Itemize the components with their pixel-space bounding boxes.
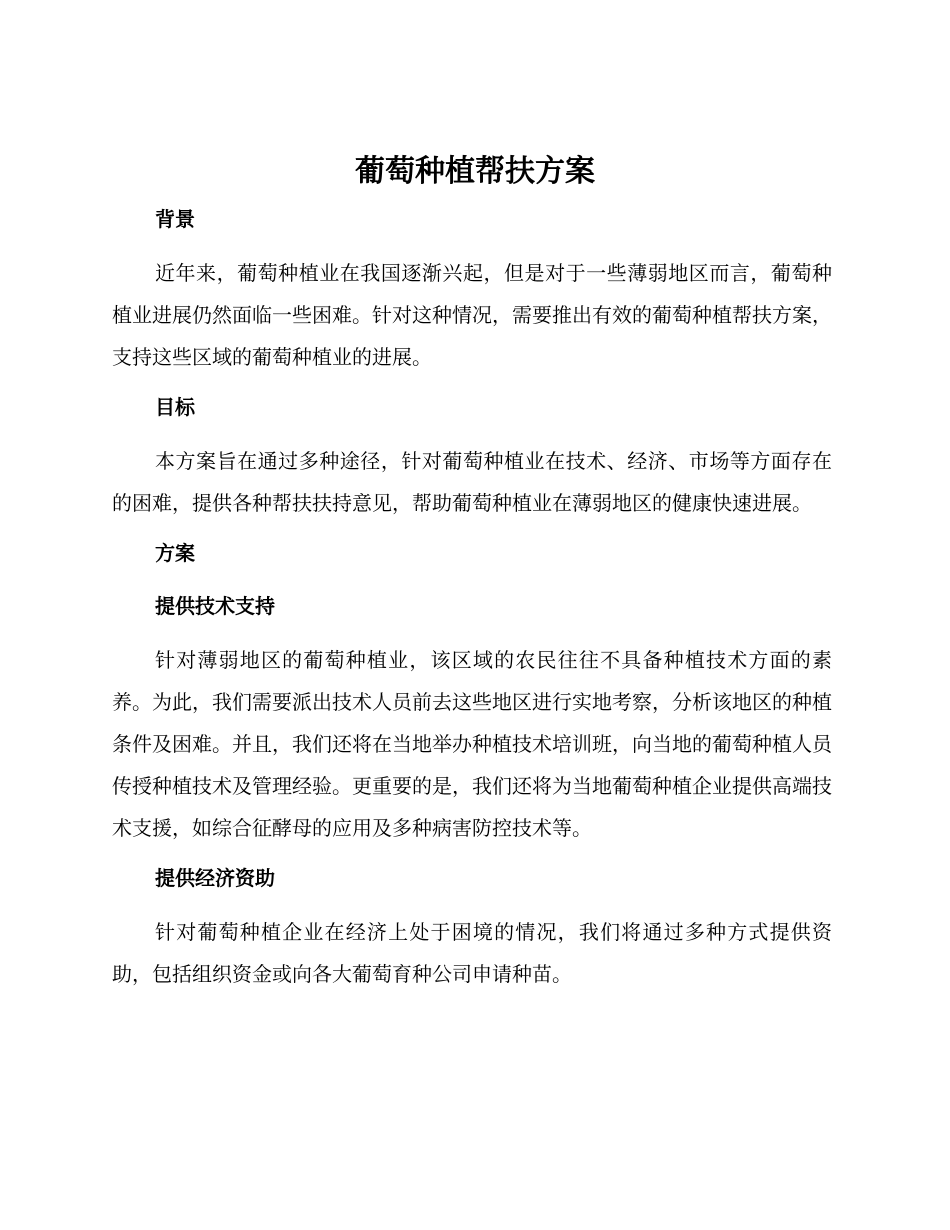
subsection-heading-tech-support: 提供技术支持 [155, 594, 275, 618]
subsection-paragraph-economic-aid: 针对葡萄种植企业在经济上处于困境的情况，我们将通过多种方式提供资助，包括组织资金或向各大葡萄育种公司申请种苗。 [112, 920, 832, 986]
section-paragraph-background: 近年来，葡萄种植业在我国逐渐兴起，但是对于一些薄弱地区而言，葡萄种植业进展仍然面临一些困难。针对这种情况，需要推出有效的葡萄种植帮扶方案，支持这些区域的葡萄种植业的进展。 [112, 261, 832, 369]
section-paragraph-goal: 本方案旨在通过多种途径，针对葡萄种植业在技术、经济、市场等方面存在的困难，提供各种帮扶扶持意见，帮助葡萄种植业在薄弱地区的健康快速进展。 [112, 449, 832, 515]
section-heading-plan: 方案 [155, 541, 195, 565]
section-heading-goal: 目标 [155, 395, 195, 419]
section-heading-background: 背景 [155, 207, 195, 231]
document-body [112, 204, 832, 995]
document-title: 葡萄种植帮扶方案 [355, 154, 595, 189]
subsection-heading-economic-aid: 提供经济资助 [155, 866, 275, 890]
subsection-paragraph-tech-support: 针对薄弱地区的葡萄种植业，该区域的农民往往不具备种植技术方面的素养。为此，我们需要派出技术人员前去这些地区进行实地考察，分析该地区的种植条件及困难。并且，我们还将在当地举办种植技术培训班，向当地的葡萄种植人员传授种植技术及管理经验。更重要的是，我们还将为当地葡萄种植企业提供高端技术支援，如综合征酵母的应用及多种病害防控技术等。 [112, 648, 832, 840]
